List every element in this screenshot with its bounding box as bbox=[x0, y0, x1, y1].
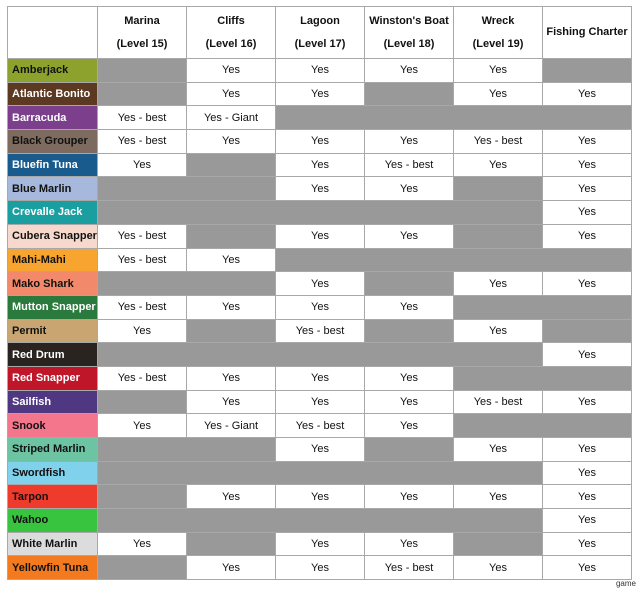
table-row bbox=[8, 295, 632, 319]
column-level: (Level 16) bbox=[205, 37, 257, 50]
column-name: Fishing Charter bbox=[546, 26, 628, 38]
availability-cell: Yes bbox=[187, 295, 276, 319]
unavailable-cell bbox=[98, 272, 276, 296]
availability-cell: Yes bbox=[276, 272, 365, 296]
fish-name-cell: Striped Marlin bbox=[8, 438, 98, 462]
table-header bbox=[8, 7, 632, 59]
column-name: Lagoon bbox=[300, 14, 340, 27]
availability-cell: Yes bbox=[276, 177, 365, 201]
column-header bbox=[187, 7, 276, 59]
column-level: (Level 17) bbox=[294, 37, 346, 50]
table-row bbox=[8, 248, 632, 272]
availability-cell: Yes bbox=[543, 343, 632, 367]
availability-cell: Yes bbox=[365, 224, 454, 248]
availability-cell: Yes bbox=[365, 532, 454, 556]
header-row bbox=[8, 7, 632, 59]
unavailable-cell bbox=[454, 177, 543, 201]
availability-cell: Yes bbox=[276, 532, 365, 556]
fish-location-table bbox=[7, 6, 632, 580]
unavailable-cell bbox=[98, 390, 187, 414]
availability-cell: Yes bbox=[98, 153, 187, 177]
column-header bbox=[98, 7, 187, 59]
unavailable-cell bbox=[543, 59, 632, 83]
availability-cell: Yes bbox=[365, 485, 454, 509]
availability-cell: Yes bbox=[276, 130, 365, 154]
table-row bbox=[8, 319, 632, 343]
table-row bbox=[8, 130, 632, 154]
availability-cell: Yes bbox=[365, 130, 454, 154]
fish-name-cell: Permit bbox=[8, 319, 98, 343]
availability-cell: Yes bbox=[187, 248, 276, 272]
table-row bbox=[8, 438, 632, 462]
availability-cell: Yes - best bbox=[98, 295, 187, 319]
table-row bbox=[8, 272, 632, 296]
availability-cell: Yes bbox=[454, 556, 543, 580]
availability-cell: Yes bbox=[276, 295, 365, 319]
availability-cell: Yes bbox=[365, 59, 454, 83]
availability-cell: Yes bbox=[543, 272, 632, 296]
unavailable-cell bbox=[365, 438, 454, 462]
availability-cell: Yes bbox=[543, 201, 632, 225]
availability-cell: Yes bbox=[543, 390, 632, 414]
column-header bbox=[454, 7, 543, 59]
unavailable-cell bbox=[365, 272, 454, 296]
availability-cell: Yes bbox=[276, 366, 365, 390]
fish-name-cell: Sailfish bbox=[8, 390, 98, 414]
unavailable-cell bbox=[98, 343, 543, 367]
availability-cell: Yes bbox=[365, 177, 454, 201]
column-level: (Level 18) bbox=[383, 37, 435, 50]
table-row bbox=[8, 414, 632, 438]
fish-name-cell: Amberjack bbox=[8, 59, 98, 83]
table-row bbox=[8, 532, 632, 556]
availability-cell: Yes bbox=[543, 130, 632, 154]
table-row bbox=[8, 390, 632, 414]
unavailable-cell bbox=[365, 319, 454, 343]
column-name: Wreck bbox=[481, 14, 515, 27]
availability-cell: Yes bbox=[98, 319, 187, 343]
fish-name-cell: Swordfish bbox=[8, 461, 98, 485]
availability-cell: Yes - best bbox=[98, 130, 187, 154]
fish-name-cell: Mako Shark bbox=[8, 272, 98, 296]
fish-name-cell: White Marlin bbox=[8, 532, 98, 556]
unavailable-cell bbox=[98, 177, 276, 201]
availability-cell: Yes bbox=[276, 485, 365, 509]
unavailable-cell bbox=[98, 59, 187, 83]
fish-name-cell: Mutton Snapper bbox=[8, 295, 98, 319]
availability-cell: Yes - best bbox=[98, 366, 187, 390]
table-row bbox=[8, 106, 632, 130]
table-row bbox=[8, 461, 632, 485]
availability-cell: Yes - best bbox=[276, 414, 365, 438]
unavailable-cell bbox=[454, 224, 543, 248]
availability-cell: Yes bbox=[543, 509, 632, 533]
table-row bbox=[8, 366, 632, 390]
availability-cell: Yes bbox=[365, 366, 454, 390]
fish-name-cell: Cubera Snapper bbox=[8, 224, 98, 248]
column-name: Winston's Boat bbox=[369, 14, 449, 27]
availability-cell: Yes bbox=[276, 153, 365, 177]
unavailable-cell bbox=[98, 461, 543, 485]
availability-cell: Yes bbox=[187, 82, 276, 106]
table-row bbox=[8, 177, 632, 201]
availability-cell: Yes bbox=[454, 153, 543, 177]
availability-cell: Yes bbox=[543, 82, 632, 106]
availability-cell: Yes bbox=[365, 295, 454, 319]
availability-cell: Yes bbox=[276, 556, 365, 580]
unavailable-cell bbox=[276, 248, 632, 272]
column-level: (Level 15) bbox=[116, 37, 168, 50]
fish-name-cell: Snook bbox=[8, 414, 98, 438]
column-name: Cliffs bbox=[217, 14, 245, 27]
fish-name-cell: Tarpon bbox=[8, 485, 98, 509]
table-body bbox=[8, 59, 632, 580]
watermark: game bbox=[615, 579, 636, 588]
unavailable-cell bbox=[365, 82, 454, 106]
availability-cell: Yes bbox=[543, 485, 632, 509]
availability-cell: Yes bbox=[187, 556, 276, 580]
unavailable-cell bbox=[98, 556, 187, 580]
availability-cell: Yes bbox=[454, 485, 543, 509]
availability-cell: Yes bbox=[187, 390, 276, 414]
unavailable-cell bbox=[98, 201, 543, 225]
availability-cell: Yes - best bbox=[454, 390, 543, 414]
availability-cell: Yes - best bbox=[98, 106, 187, 130]
table-row bbox=[8, 509, 632, 533]
table-row bbox=[8, 153, 632, 177]
availability-cell: Yes bbox=[187, 366, 276, 390]
availability-cell: Yes - best bbox=[276, 319, 365, 343]
availability-cell: Yes bbox=[454, 59, 543, 83]
fish-name-cell: Red Snapper bbox=[8, 366, 98, 390]
availability-cell: Yes bbox=[454, 438, 543, 462]
table-row bbox=[8, 59, 632, 83]
availability-cell: Yes bbox=[543, 177, 632, 201]
unavailable-cell bbox=[543, 319, 632, 343]
availability-cell: Yes bbox=[276, 438, 365, 462]
table-row bbox=[8, 556, 632, 580]
availability-cell: Yes - best bbox=[454, 130, 543, 154]
fish-name-cell: Mahi-Mahi bbox=[8, 248, 98, 272]
unavailable-cell bbox=[276, 106, 632, 130]
fish-name-cell: Crevalle Jack bbox=[8, 201, 98, 225]
fish-name-cell: Wahoo bbox=[8, 509, 98, 533]
unavailable-cell bbox=[454, 414, 632, 438]
fish-name-cell: Yellowfin Tuna bbox=[8, 556, 98, 580]
unavailable-cell bbox=[98, 82, 187, 106]
column-header bbox=[365, 7, 454, 59]
availability-cell: Yes bbox=[454, 319, 543, 343]
availability-cell: Yes - Giant bbox=[187, 106, 276, 130]
availability-cell: Yes bbox=[98, 532, 187, 556]
availability-cell: Yes bbox=[365, 390, 454, 414]
unavailable-cell bbox=[454, 532, 543, 556]
availability-cell: Yes bbox=[543, 556, 632, 580]
header-corner-cell bbox=[8, 7, 98, 59]
fish-name-cell: Red Drum bbox=[8, 343, 98, 367]
table-row bbox=[8, 343, 632, 367]
availability-cell: Yes - best bbox=[98, 248, 187, 272]
availability-cell: Yes bbox=[276, 59, 365, 83]
unavailable-cell bbox=[187, 224, 276, 248]
fish-name-cell: Atlantic Bonito bbox=[8, 82, 98, 106]
availability-cell: Yes bbox=[98, 414, 187, 438]
unavailable-cell bbox=[187, 319, 276, 343]
availability-cell: Yes bbox=[543, 461, 632, 485]
column-header bbox=[543, 7, 632, 59]
column-level: (Level 19) bbox=[472, 37, 524, 50]
availability-cell: Yes bbox=[543, 224, 632, 248]
availability-cell: Yes bbox=[543, 153, 632, 177]
fish-name-cell: Blue Marlin bbox=[8, 177, 98, 201]
unavailable-cell bbox=[454, 295, 632, 319]
availability-cell: Yes - Giant bbox=[187, 414, 276, 438]
fish-name-cell: Black Grouper bbox=[8, 130, 98, 154]
fish-name-cell: Barracuda bbox=[8, 106, 98, 130]
availability-cell: Yes bbox=[187, 130, 276, 154]
unavailable-cell bbox=[187, 153, 276, 177]
unavailable-cell bbox=[98, 485, 187, 509]
unavailable-cell bbox=[98, 438, 276, 462]
availability-cell: Yes bbox=[276, 82, 365, 106]
availability-cell: Yes bbox=[187, 59, 276, 83]
table-row bbox=[8, 201, 632, 225]
unavailable-cell bbox=[98, 509, 543, 533]
unavailable-cell bbox=[187, 532, 276, 556]
column-header bbox=[276, 7, 365, 59]
availability-cell: Yes - best bbox=[98, 224, 187, 248]
column-name: Marina bbox=[124, 14, 160, 27]
availability-cell: Yes bbox=[365, 414, 454, 438]
availability-cell: Yes bbox=[543, 532, 632, 556]
availability-cell: Yes bbox=[276, 390, 365, 414]
availability-cell: Yes bbox=[543, 438, 632, 462]
fish-name-cell: Bluefin Tuna bbox=[8, 153, 98, 177]
unavailable-cell bbox=[454, 366, 632, 390]
availability-cell: Yes bbox=[454, 272, 543, 296]
table-row bbox=[8, 224, 632, 248]
availability-cell: Yes bbox=[454, 82, 543, 106]
table-row bbox=[8, 82, 632, 106]
table-row bbox=[8, 485, 632, 509]
availability-cell: Yes - best bbox=[365, 556, 454, 580]
availability-cell: Yes bbox=[276, 224, 365, 248]
availability-cell: Yes - best bbox=[365, 153, 454, 177]
availability-cell: Yes bbox=[187, 485, 276, 509]
